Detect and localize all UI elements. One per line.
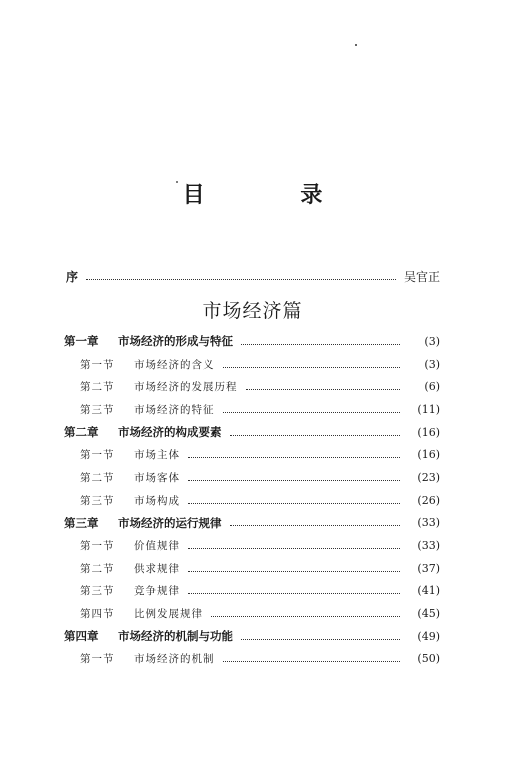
entry-title: 比例发展规律	[134, 608, 203, 621]
part-title: 市场经济篇	[202, 300, 303, 322]
toc-chapter-entry[interactable]	[64, 421, 440, 444]
entry-page-number: (37)	[417, 561, 440, 575]
entry-page-number: (6)	[424, 380, 440, 394]
preface-entry[interactable]	[66, 266, 440, 286]
entry-number: 第二节	[80, 562, 115, 575]
entry-number: 第二节	[80, 381, 115, 394]
toc-section-entry[interactable]	[64, 398, 440, 421]
dot-leader	[246, 389, 401, 390]
dot-leader	[223, 367, 401, 368]
toc-section-entry[interactable]	[64, 443, 440, 466]
preface-author: 吴官正	[403, 269, 440, 284]
entry-page-number: (11)	[417, 402, 440, 416]
entry-number: 第四节	[80, 608, 115, 621]
entry-number: 第一章	[64, 334, 99, 349]
dot-leader	[223, 412, 401, 413]
dot-leader	[188, 480, 400, 481]
entry-title: 市场主体	[134, 449, 180, 462]
entry-page-number: (33)	[417, 539, 440, 553]
entry-title: 竞争规律	[134, 585, 180, 598]
toc-chapter-entry[interactable]	[64, 512, 440, 535]
entry-page-number: (41)	[417, 584, 440, 598]
dot-leader	[188, 503, 400, 504]
toc-section-entry[interactable]	[64, 534, 440, 557]
dot-leader	[188, 457, 400, 458]
dot-leader	[241, 639, 400, 640]
entry-title: 价值规律	[134, 540, 180, 553]
entry-title: 市场经济的发展历程	[134, 381, 238, 394]
toc-section-entry[interactable]	[64, 466, 440, 489]
entry-number: 第三节	[80, 494, 115, 507]
dot-leader	[188, 571, 400, 572]
entry-number: 第二节	[80, 471, 115, 484]
entry-title: 市场经济的运行规律	[118, 515, 222, 530]
page-title: 目 录	[182, 183, 367, 208]
entry-page-number: (16)	[417, 425, 440, 439]
entry-page-number: (26)	[417, 493, 440, 507]
entry-number: 第四章	[64, 629, 99, 644]
toc-section-entry[interactable]	[64, 557, 440, 580]
entry-title: 市场客体	[134, 471, 180, 484]
entry-number: 第一节	[80, 449, 115, 462]
entry-number: 第三节	[80, 585, 115, 598]
entry-title: 市场经济的机制与功能	[118, 629, 233, 644]
toc-section-entry[interactable]	[64, 353, 440, 376]
entry-title: 供求规律	[134, 562, 180, 575]
toc-section-entry[interactable]	[64, 580, 440, 603]
entry-page-number: (49)	[417, 629, 440, 643]
toc-chapter-entry[interactable]	[64, 330, 440, 353]
entry-page-number: (3)	[424, 357, 440, 371]
toc-section-entry[interactable]	[64, 489, 440, 512]
toc-chapter-entry[interactable]	[64, 625, 440, 648]
entry-page-number: (3)	[424, 334, 440, 348]
entry-title: 市场经济的构成要素	[118, 425, 222, 440]
entry-number: 第三章	[64, 515, 99, 530]
preface-label: 序	[66, 269, 79, 284]
toc-section-entry[interactable]	[64, 602, 440, 625]
entry-title: 市场经济的形成与特征	[118, 334, 233, 349]
entry-title: 市场构成	[134, 494, 180, 507]
dot-leader	[230, 435, 401, 436]
entry-title: 市场经济的机制	[134, 653, 215, 666]
dot-leader	[211, 616, 400, 617]
dot-leader	[230, 525, 401, 526]
speck-mark	[355, 44, 357, 46]
entry-page-number: (23)	[417, 470, 440, 484]
entry-number: 第三节	[80, 403, 115, 416]
toc-section-entry[interactable]	[64, 648, 440, 671]
toc-section-entry[interactable]	[64, 375, 440, 398]
entry-title: 市场经济的含义	[134, 358, 215, 371]
entry-number: 第一节	[80, 358, 115, 371]
dot-leader	[223, 661, 401, 662]
entry-number: 第一节	[80, 540, 115, 553]
dot-leader	[241, 344, 400, 345]
dot-leader	[188, 548, 400, 549]
table-of-contents	[64, 330, 440, 670]
entry-number: 第二章	[64, 425, 99, 440]
entry-title: 市场经济的特征	[134, 403, 215, 416]
dot-leader	[86, 279, 396, 280]
entry-number: 第一节	[80, 653, 115, 666]
dot-leader	[188, 593, 400, 594]
entry-page-number: (33)	[417, 516, 440, 530]
entry-page-number: (50)	[417, 652, 440, 666]
entry-page-number: (45)	[417, 607, 440, 621]
entry-page-number: (16)	[417, 448, 440, 462]
